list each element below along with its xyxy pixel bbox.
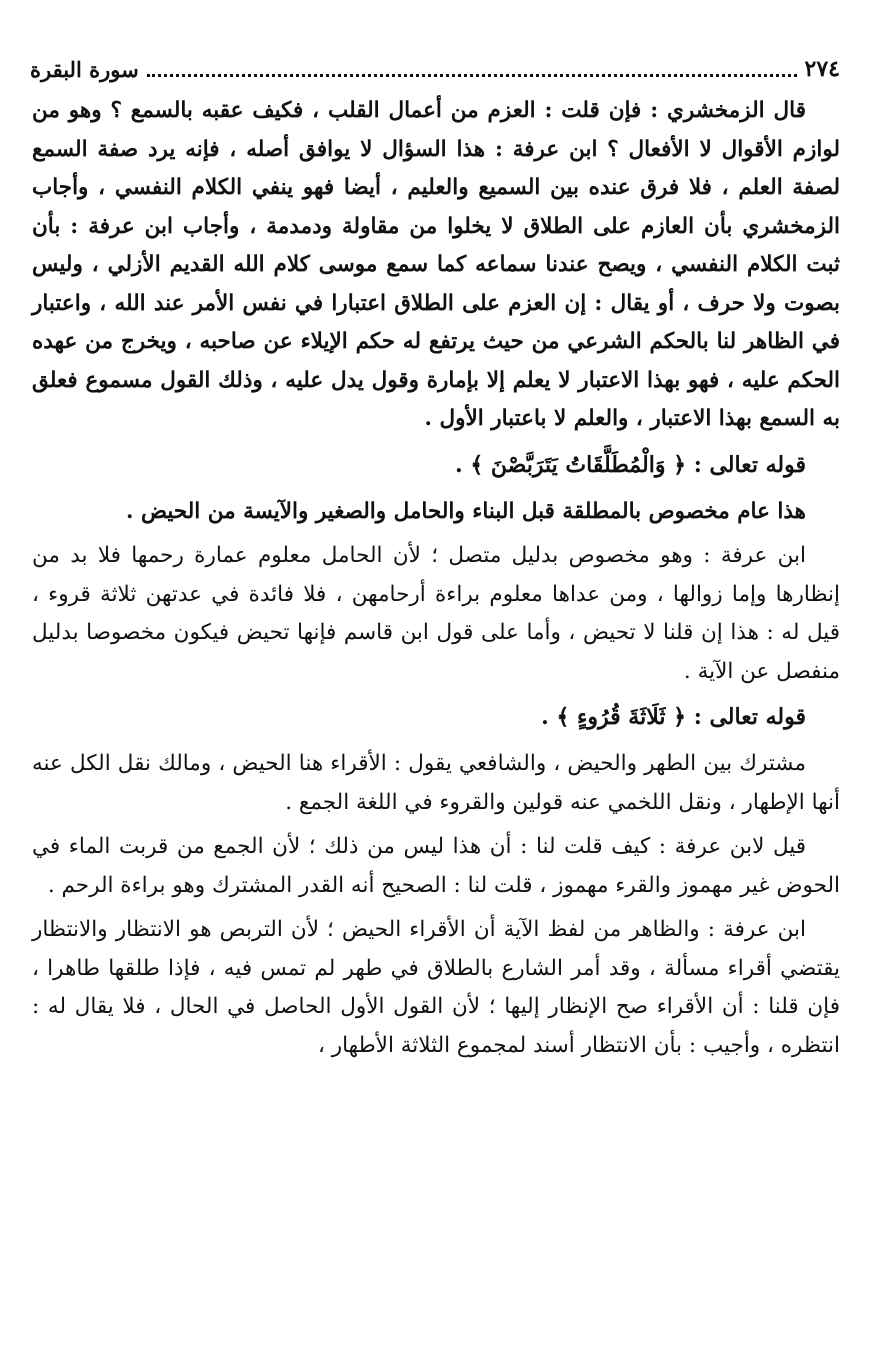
- paragraph-ibn-arafa-1: ابن عرفة : وهو مخصوص بدليل متصل ؛ لأن الحامل معلوم عمارة رحمها فلا بد من إنظارها وإما زوالها ، ومن عداها معلوم براءة أرحامهن ، فلا فائدة في عدتهن ثلاثة قروء ، قيل له : هذا إن قلنا لا تحيض ، وأما على قول ابن قاسم فإنها تحيض فيكون مخصوصا بدليل منفصل عن الآية .: [32, 543, 840, 684]
- paragraph-ibn-arafa-2: ابن عرفة : والظاهر من لفظ الآية أن الأقراء الحيض ؛ لأن التربص هو الانتظار والانتظار يقتضي أقراء مسألة ، وقد أمر الشارع بالطلاق في طهر لم تمس فيه ، فإذا طلقها طاهرا ، فإن قلنا : أن الأقراء صح الإنظار إليها ؛ لأن القول الأول الحاصل في الحال ، فلا يقال له : انتظره ، وأجيب : بأن الانتظار أسند لمجموع الثلاثة الأطهار ،: [32, 917, 840, 1058]
- verse-end: .: [455, 451, 463, 478]
- paragraph-zamakhshari: قال الزمخشري : فإن قلت : العزم من أعمال القلب ، فكيف عقبه بالسمع ؟ وهو من لوازم الأقوال لا الأفعال ؟ ابن عرفة : هذا السؤال لا يوافق أصله ، فإنه يرد صفة السمع لصفة العلم ، فلا فرق عنده بين السميع والعليم ، أيضا فهو ينفي الكلام النفسي ، وأجاب الزمخشري بأن العازم على الطلاق لا يخلوا من مقاولة ودمدمة ، وأجاب ابن عرفة : بأن ثبت الكلام النفسي ، ويصح عندنا سماعه كما سمع موسى كلام الله القديم الأزلي ، وليس بصوت ولا حرف ، أو يقال : إن العزم على الطلاق اعتبارا في نفس الأمر عند الله ، واعتبار في الظاهر لنا بالحكم الشرعي من حيث يرتفع له حكم الإيلاء عن صاحبه ، ويخرج من عهده الحكم عليه ، فهو بهذا الاعتبار لا يعلم إلا بإمارة وقول يدل عليه ، وذلك القول مسموع فعلق به السمع بهذا الاعتبار ، والعلم لا باعتبار الأول .: [32, 98, 840, 431]
- quran-verse-text: ﴿ وَالْمُطَلَّقَاتُ يَتَرَبَّصْنَ ﴾: [470, 451, 687, 478]
- paragraph-shared-meaning: مشترك بين الطهر والحيض ، والشافعي يقول : الأقراء هنا الحيض ، ومالك نقل الكل عنه أنها الإطهار ، ونقل اللخمي عنه قولين والقروء في اللغة الجمع .: [32, 751, 840, 815]
- verse-intro: قوله تعالى :: [693, 451, 806, 478]
- header-dotted-rule: [147, 74, 797, 77]
- paragraph-general-specific: هذا عام مخصوص بالمطلقة قبل البناء والحامل والصغير والآيسة من الحيض .: [126, 498, 806, 524]
- quran-verse-text: ﴿ ثَلَاثَةَ قُرُوءٍ ﴾: [556, 704, 687, 730]
- verse-heading-2: [32, 697, 840, 737]
- page-body: [32, 92, 840, 1071]
- verse-intro: قوله تعالى :: [693, 704, 806, 730]
- page-number: ٢٧٤: [804, 56, 840, 82]
- surah-title: سورة البقرة: [30, 56, 139, 82]
- page-header: [30, 52, 840, 86]
- paragraph-question-ibn-arafa: قيل لابن عرفة : كيف قلت لنا : أن هذا ليس من ذلك ؛ لأن الجمع من قربت الماء في الحوض غير مهموز والقرء مهموز ، قلت لنا : الصحيح أنه القدر المشترك وهو براءة الرحم .: [32, 834, 840, 898]
- verse-heading-1: [32, 445, 840, 485]
- verse-end: .: [541, 704, 549, 730]
